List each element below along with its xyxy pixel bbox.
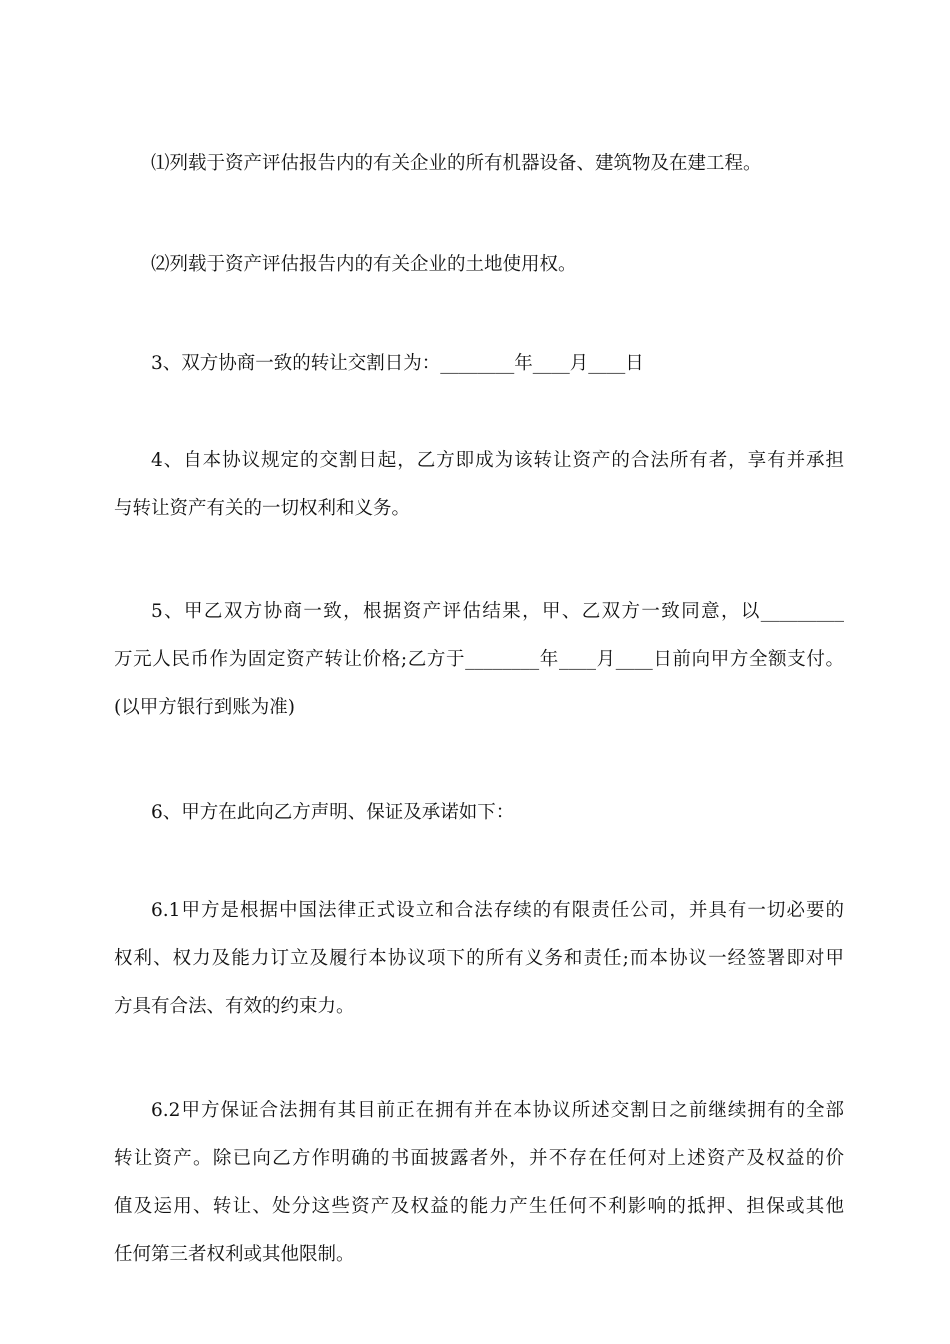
clause-6-2-line-4: 任何第三者权利或其他限制。 — [114, 1244, 355, 1265]
clause-3-text: 3、双方协商一致的转让交割日为：________年____月____日 — [151, 353, 644, 374]
clause-6-2-line-3: 值及运用、转让、处分这些资产及权益的能力产生任何不利影响的抵押、担保或其他 — [114, 1196, 844, 1217]
clause-5-line-1: 5、甲乙双方协商一致，根据资产评估结果，甲、乙双方一致同意，以_________ — [151, 601, 844, 622]
item-1-text: ⑴列载于资产评估报告内的有关企业的所有机器设备、建筑物及在建工程。 — [151, 153, 762, 174]
clause-6-1-line-2: 权利、权力及能力订立及履行本协议项下的所有义务和责任;而本协议一经签署即对甲 — [114, 948, 844, 969]
item-1-paragraph — [114, 140, 844, 188]
clause-6-2-line-1: 6.2甲方保证合法拥有其目前正在拥有并在本协议所述交割日之前继续拥有的全部 — [151, 1100, 844, 1121]
clause-6-2-line-2: 转让资产。除已向乙方作明确的书面披露者外，并不存在任何对上述资产及权益的价 — [114, 1148, 844, 1169]
clause-6-1-line-3: 方具有合法、有效的约束力。 — [114, 996, 355, 1017]
clause-4-line-1: 4、自本协议规定的交割日起，乙方即成为该转让资产的合法所有者，享有并承担 — [151, 450, 844, 471]
clause-6-1-paragraph — [114, 887, 844, 1031]
clause-3-paragraph — [114, 340, 844, 388]
clause-4-paragraph — [114, 437, 844, 533]
item-2-paragraph — [114, 241, 844, 289]
item-2-text: ⑵列载于资产评估报告内的有关企业的土地使用权。 — [151, 254, 577, 275]
clause-5-paragraph — [114, 588, 844, 732]
clause-5-line-2: 万元人民币作为固定资产转让价格;乙方于________年____月____日前向甲方全额支付。 — [114, 649, 844, 670]
clause-5-line-3: (以甲方银行到账为准) — [114, 697, 295, 718]
clause-6-1-line-1: 6.1甲方是根据中国法律正式设立和合法存续的有限责任公司，并具有一切必要的 — [151, 900, 844, 921]
clause-6-paragraph — [114, 789, 844, 837]
clause-6-2-paragraph — [114, 1087, 844, 1279]
clause-4-line-2: 与转让资产有关的一切权利和义务。 — [114, 498, 411, 519]
clause-6-text: 6、甲方在此向乙方声明、保证及承诺如下： — [151, 802, 515, 823]
